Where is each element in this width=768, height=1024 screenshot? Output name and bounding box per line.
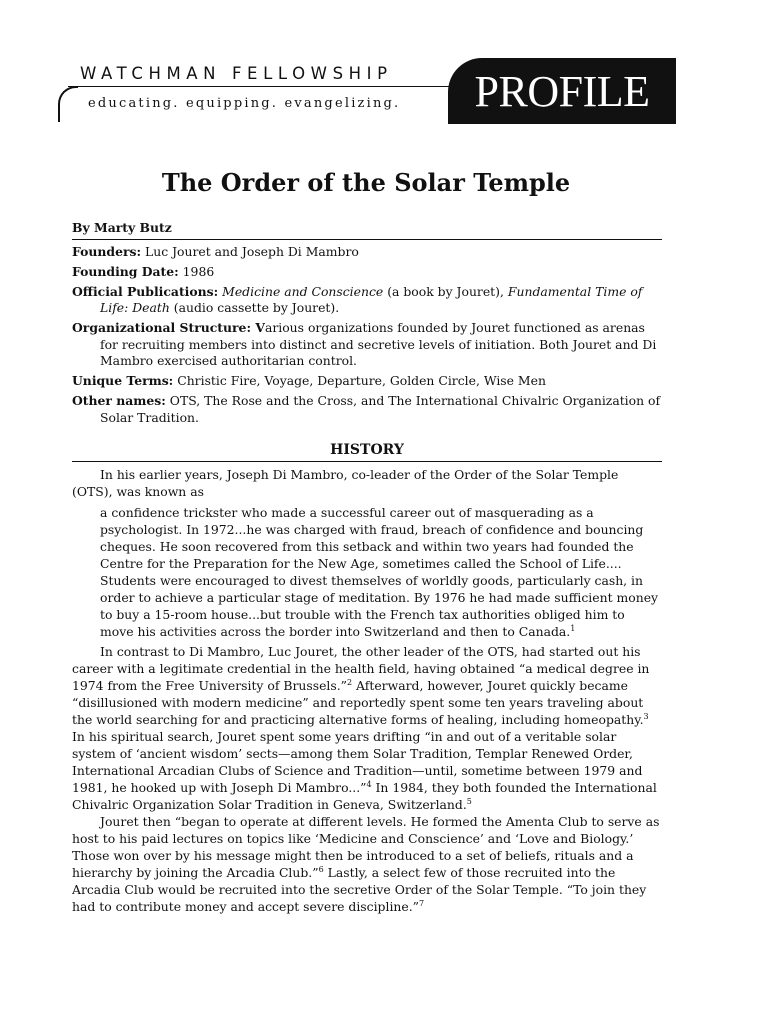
profile-badge: PROFILE (448, 58, 676, 124)
footnote-ref: 1 (570, 623, 576, 633)
paragraph-text: Jouret then “began to operate at different levels. He formed the Amenta Club to serve as host to his paid lectures on topics like ‘Medicine and Conscience’ and ‘Love and Biology.’ Those won over by his message might then be introduced to a set of beliefs, rituals and a hierarchy by joining the Arcadia Club.” (72, 814, 660, 880)
field-label: Founders: (72, 243, 142, 259)
field-other-names (72, 393, 662, 426)
field-label: Organizational Structure: V (72, 320, 265, 335)
divider (72, 461, 662, 462)
block-quote (100, 504, 662, 640)
publication-note: (a book by Jouret), (387, 283, 504, 299)
publication-title: Fundamental Time of Life: Death (100, 283, 643, 315)
masthead-curve (58, 86, 78, 122)
paragraph-text: In contrast to Di Mambro, Luc Jouret, the other leader of the OTS, had started out his career with a legitimate credential in the health field, having obtained “a medical degree in 1974 from the Free University of Brussels.” (72, 644, 650, 693)
masthead-rule (68, 86, 453, 87)
field-value: arious organizations founded by Jouret functioned as arenas for recruiting members into distinct and secretive levels of initiation. Both Jouret and Di Mambro exercised authoritarian control. (100, 320, 657, 368)
paragraph: In his earlier years, Joseph Di Mambro, co-leader of the Order of the Solar Temple (OTS), was known as (72, 467, 619, 499)
paragraph-text: Afterward, however, Jouret quickly became “disillusioned with modern medicine” and reportedly spent some ten years traveling about the world searching for and practicing alternative forms of healing, including homeopathy. (72, 678, 644, 727)
divider (72, 239, 662, 240)
footnote-ref: 5 (466, 796, 472, 806)
footnote-ref: 2 (347, 677, 353, 687)
field-structure (72, 320, 662, 370)
footnote-ref: 6 (318, 864, 324, 874)
footnote-ref: 7 (419, 898, 425, 908)
document-body (72, 219, 662, 915)
paragraph (72, 643, 662, 813)
paragraph (72, 813, 662, 915)
section-heading-history: HISTORY (330, 442, 404, 458)
quote-text: a confidence trickster who made a successful career out of masquerading as a psychologist. In 1972...he was charged with fraud, breach of confidence and bouncing cheques. He soon recovered from this setback and within two years had founded the Centre for the Preparation for the New Age, sometimes called the School of Life.... Students were encouraged to divest themselves of worldly goods, particularly cash, in order to achieve a particular stage of meditation. By 1976 he had made sufficient money to buy a 15-room house...but trouble with the French tax authorities obliged him to move his activities across the border into Switzerland and then to Canada. (100, 505, 659, 639)
field-founding-date (72, 264, 662, 281)
field-label: Other names: (72, 393, 166, 408)
tagline: educating. equipping. evangelizing. (88, 96, 401, 111)
organization-name: WATCHMAN FELLOWSHIP (80, 64, 393, 83)
masthead (58, 58, 676, 124)
publication-title: Medicine and Conscience (222, 283, 384, 299)
field-publications (72, 284, 662, 317)
paragraph-text: In 1984, they both founded the International Chivalric Organization Solar Tradition in Geneva, Switzerland. (72, 780, 657, 812)
byline: By Marty Butz (72, 220, 172, 235)
field-value: Luc Jouret and Joseph Di Mambro (144, 243, 359, 259)
field-value: 1986 (182, 263, 215, 279)
paragraph-text: In his spiritual search, Jouret spent some years drifting “in and out of a veritable solar system of ‘ancient wisdom’ sects—among them Solar Tradition, Templar Renewed Order, International Arcadian Clubs of Science and Tradition—until, sometime between 1979 and 1981, he hooked up with Joseph Di Mambro...” (72, 729, 643, 795)
field-unique-terms (72, 373, 662, 390)
footnote-ref: 3 (643, 711, 649, 721)
publication-note: (audio cassette by Jouret). (173, 300, 340, 315)
paragraph-text: Lastly, a select few of those recruited into the Arcadia Club would be recruited into the secretive Order of the Solar Temple. “To join they had to contribute money and accept severe discipline.” (72, 865, 647, 914)
field-founders (72, 244, 662, 261)
field-value: OTS, The Rose and the Cross, and The International Chivalric Organization of Solar Tradition. (100, 393, 661, 425)
field-label: Founding Date: (72, 263, 179, 279)
field-label: Official Publications: (72, 283, 219, 299)
footnote-ref: 4 (366, 779, 372, 789)
field-label: Unique Terms: (72, 373, 174, 388)
field-value: Christic Fire, Voyage, Departure, Golden Circle, Wise Men (177, 373, 546, 388)
document-title: The Order of the Solar Temple (161, 168, 571, 197)
